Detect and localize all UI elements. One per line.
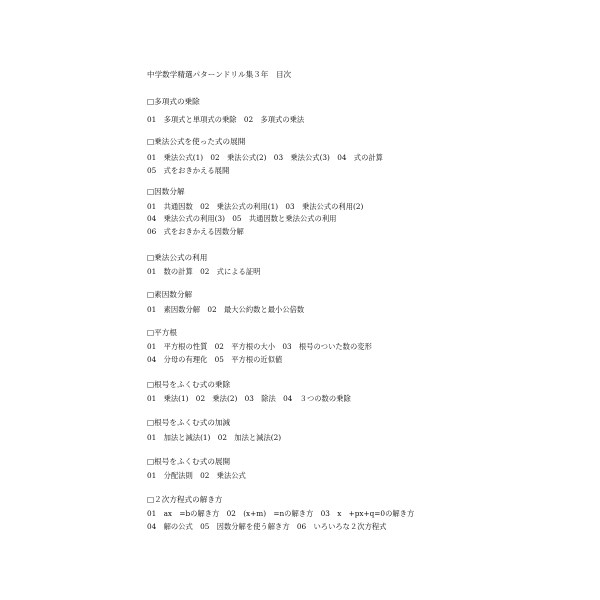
document-title: 中学数学精選パターンドリル集３年 目次 bbox=[147, 70, 292, 79]
section-line: 04 解の公式 05 因数分解を使う解き方 06 いろいろな２次方程式 bbox=[147, 522, 387, 531]
section-heading-radical-add-sub: □根号をふくむ式の加減 bbox=[147, 418, 231, 427]
section-heading-polynomial-mult-div: □多項式の乗除 bbox=[147, 97, 200, 106]
section-heading-prime-factorization: □素因数分解 bbox=[147, 290, 193, 299]
section-line: 01 数の計算 02 式による証明 bbox=[147, 267, 261, 276]
section-heading-quadratic-equations: □２次方程式の解き方 bbox=[147, 495, 223, 504]
section-line: 04 乗法公式の利用(3) 05 共通因数と乗法公式の利用 bbox=[147, 214, 337, 223]
section-line: 01 乗法公式(1) 02 乗法公式(2) 03 乗法公式(3) 04 式の計算 bbox=[147, 153, 383, 162]
section-line: 01 乗法(1) 02 乗法(2) 03 除法 04 ３つの数の乗除 bbox=[147, 394, 351, 403]
section-heading-square-roots: □平方根 bbox=[147, 328, 177, 337]
section-line: 01 ax =bの解き方 02 (x+m) =nの解き方 03 x +px+q=0の解き方 bbox=[147, 509, 415, 518]
section-heading-expansion-formulas: □乗法公式を使った式の展開 bbox=[147, 137, 246, 146]
section-line: 01 多項式と単項式の乗除 02 多項式の乗法 bbox=[147, 115, 305, 124]
section-line: 06 式をおきかえる因数分解 bbox=[147, 227, 244, 236]
section-heading-radical-mult-div: □根号をふくむ式の乗除 bbox=[147, 380, 231, 389]
section-heading-factorization: □因数分解 bbox=[147, 187, 185, 196]
section-line: 04 分母の有理化 05 平方根の近似値 bbox=[147, 355, 283, 364]
section-line: 05 式をおきかえる展開 bbox=[147, 166, 230, 175]
section-line: 01 平方根の性質 02 平方根の大小 03 根号のついた数の変形 bbox=[147, 342, 372, 351]
section-line: 01 分配法則 02 乗法公式 bbox=[147, 471, 246, 480]
section-line: 01 素因数分解 02 最大公約数と最小公倍数 bbox=[147, 305, 305, 314]
section-heading-radical-expansion: □根号をふくむ式の展開 bbox=[147, 457, 231, 466]
section-heading-formula-usage: □乗法公式の利用 bbox=[147, 253, 208, 262]
section-line: 01 加法と減法(1) 02 加法と減法(2) bbox=[147, 433, 282, 442]
section-line: 01 共通因数 02 乗法公式の利用(1) 03 乗法公式の利用(2) bbox=[147, 202, 364, 211]
